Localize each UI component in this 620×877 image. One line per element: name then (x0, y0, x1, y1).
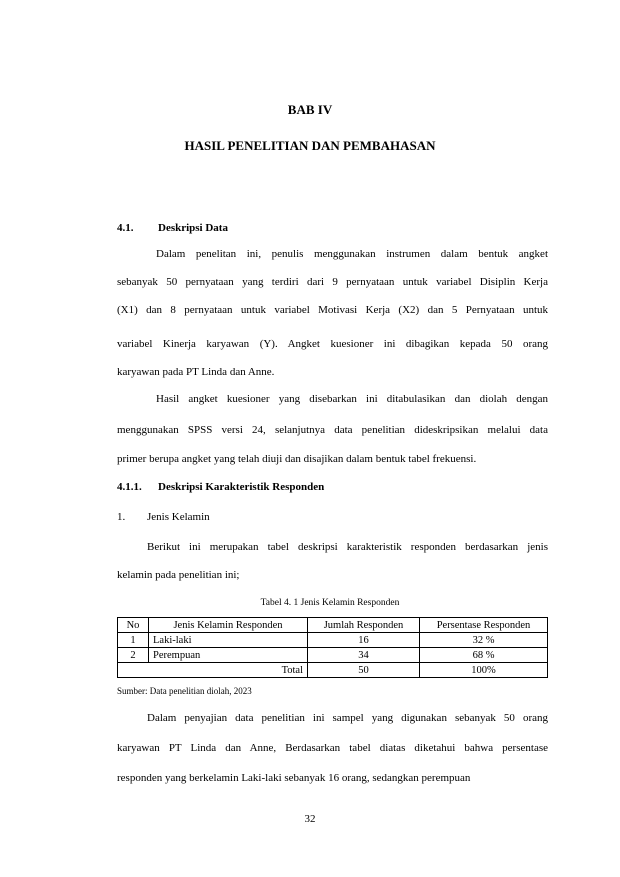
paragraph-line: variabel Kinerja karyawan (Y). Angket kuesioner ini dibagikan kepada 50 orang (117, 338, 548, 350)
subsection-title: Deskripsi Karakteristik Responden (158, 481, 325, 493)
paragraph-line: menggunakan SPSS versi 24, selanjutnya data penelitian dideskripsikan melalui data (117, 424, 548, 436)
total-count: 50 (308, 663, 420, 678)
cell-no: 2 (118, 648, 149, 663)
header-percent: Persentase Responden (420, 618, 548, 633)
paragraph-line: karyawan PT Linda dan Anne, Berdasarkan tabel diatas diketahui bahwa persentase (117, 742, 548, 754)
table-row (118, 648, 548, 663)
cell-no: 1 (118, 633, 149, 648)
total-percent: 100% (420, 663, 548, 678)
list-item-number: 1. (117, 511, 126, 523)
cell-count: 34 (308, 648, 420, 663)
table-header-row (118, 618, 548, 633)
paragraph-line: primer berupa angket yang telah diuji dan disajikan dalam bentuk tabel frekuensi. (117, 453, 477, 465)
table-row (118, 633, 548, 648)
paragraph-line: sebanyak 50 pernyataan yang terdiri dari 9 pernyataan untuk variabel Disiplin Kerja (117, 276, 548, 288)
chapter-title: HASIL PENELITIAN DAN PEMBAHASAN (184, 138, 436, 153)
list-item-title: Jenis Kelamin (147, 511, 210, 523)
cell-gender: Laki-laki (149, 633, 308, 648)
total-label: Total (118, 663, 308, 678)
respondent-gender-table (117, 617, 548, 678)
subsection-number: 4.1.1. (117, 481, 142, 493)
paragraph-line: Hasil angket kuesioner yang disebarkan ini ditabulasikan dan diolah dengan (156, 393, 548, 405)
paragraph-line: karyawan pada PT Linda dan Anne. (117, 366, 275, 378)
paragraph-line: Berikut ini merupakan tabel deskripsi karakteristik responden berdasarkan jenis (147, 541, 548, 553)
header-gender: Jenis Kelamin Responden (149, 618, 308, 633)
chapter-label: BAB IV (287, 102, 333, 117)
paragraph-line: (X1) dan 8 pernyataan untuk variabel Motivasi Kerja (X2) dan 5 Pernyataan untuk (117, 304, 548, 316)
paragraph-line: Dalam penelitan ini, penulis menggunakan instrumen dalam bentuk angket (156, 248, 548, 260)
cell-gender: Perempuan (149, 648, 308, 663)
section-title: Deskripsi Data (158, 222, 228, 234)
cell-count: 16 (308, 633, 420, 648)
table-source: Sumber: Data penelitian diolah, 2023 (117, 686, 252, 696)
header-no: No (118, 618, 149, 633)
paragraph-line: kelamin pada penelitian ini; (117, 569, 240, 581)
header-count: Jumlah Responden (308, 618, 420, 633)
paragraph-line: Dalam penyajian data penelitian ini sampel yang digunakan sebanyak 50 orang (147, 712, 548, 724)
page-number: 32 (304, 813, 316, 825)
paragraph-line: responden yang berkelamin Laki-laki sebanyak 16 orang, sedangkan perempuan (117, 772, 471, 784)
cell-percent: 68 % (420, 648, 548, 663)
cell-percent: 32 % (420, 633, 548, 648)
table-total-row (118, 663, 548, 678)
table-caption: Tabel 4. 1 Jenis Kelamin Responden (260, 598, 400, 608)
section-number: 4.1. (117, 222, 134, 234)
